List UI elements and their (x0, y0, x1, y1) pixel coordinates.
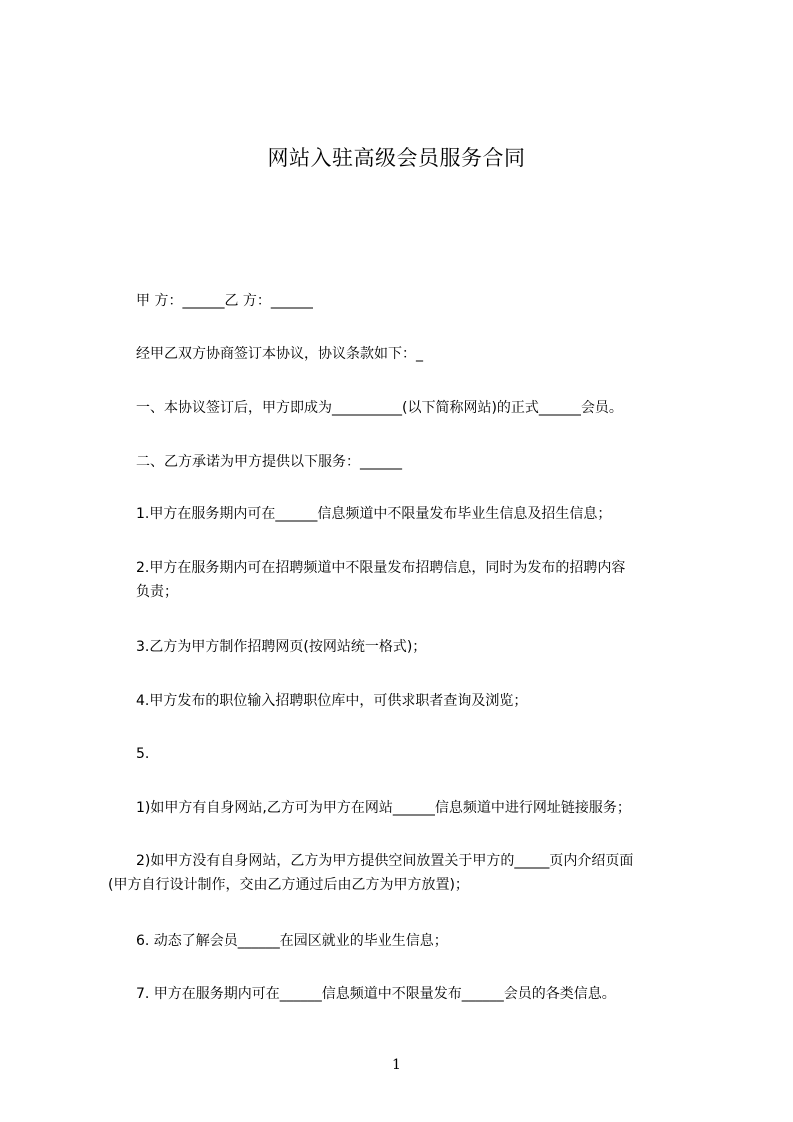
service-item-5-2 (108, 849, 712, 897)
service-item-5-1: 1)如甲方有自身网站,乙方可为甲方在网站______信息频道中进行网址链接服务； (136, 800, 631, 816)
service-item-2 (136, 556, 712, 604)
service-item-2-line-1: 2.甲方在服务期内可在招聘频道中不限量发布招聘信息，同时为发布的招聘内容 (136, 560, 626, 576)
service-item-5: 5. (136, 746, 150, 762)
service-item-6: 6. 动态了解会员______在园区就业的毕业生信息； (136, 933, 448, 949)
service-item-2-line-2: 负责； (136, 584, 178, 600)
page-number: 1 (392, 1057, 401, 1073)
parties-line: 甲 方：______乙 方：______ (136, 293, 313, 309)
service-item-1: 1.甲方在服务期内可在______信息频道中不限量发布毕业生信息及招生信息； (136, 506, 612, 522)
service-item-5-2-line-1: 2)如甲方没有自身网站，乙方为甲方提供空间放置关于甲方的_____页内介绍页面 (136, 853, 634, 869)
clause-2: 二、乙方承诺为甲方提供以下服务：______ (136, 454, 402, 470)
service-item-4: 4.甲方发布的职位输入招聘职位库中，可供求职者查询及浏览； (136, 693, 528, 709)
service-item-3: 3.乙方为甲方制作招聘网页(按网站统一格式)； (136, 639, 427, 655)
service-item-7: 7. 甲方在服务期内可在______信息频道中不限量发布______会员的各类信息。 (136, 986, 616, 1002)
service-item-5-2-line-2: (甲方自行设计制作，交由乙方通过后由乙方为甲方放置)； (108, 877, 469, 893)
clause-1: 一、本协议签订后，甲方即成为__________(以下简称网站)的正式______会员。 (136, 400, 623, 416)
document-title: 网站入驻高级会员服务合同 (267, 146, 526, 170)
intro-paragraph: 经甲乙双方协商签订本协议，协议条款如下：_ (136, 346, 423, 362)
